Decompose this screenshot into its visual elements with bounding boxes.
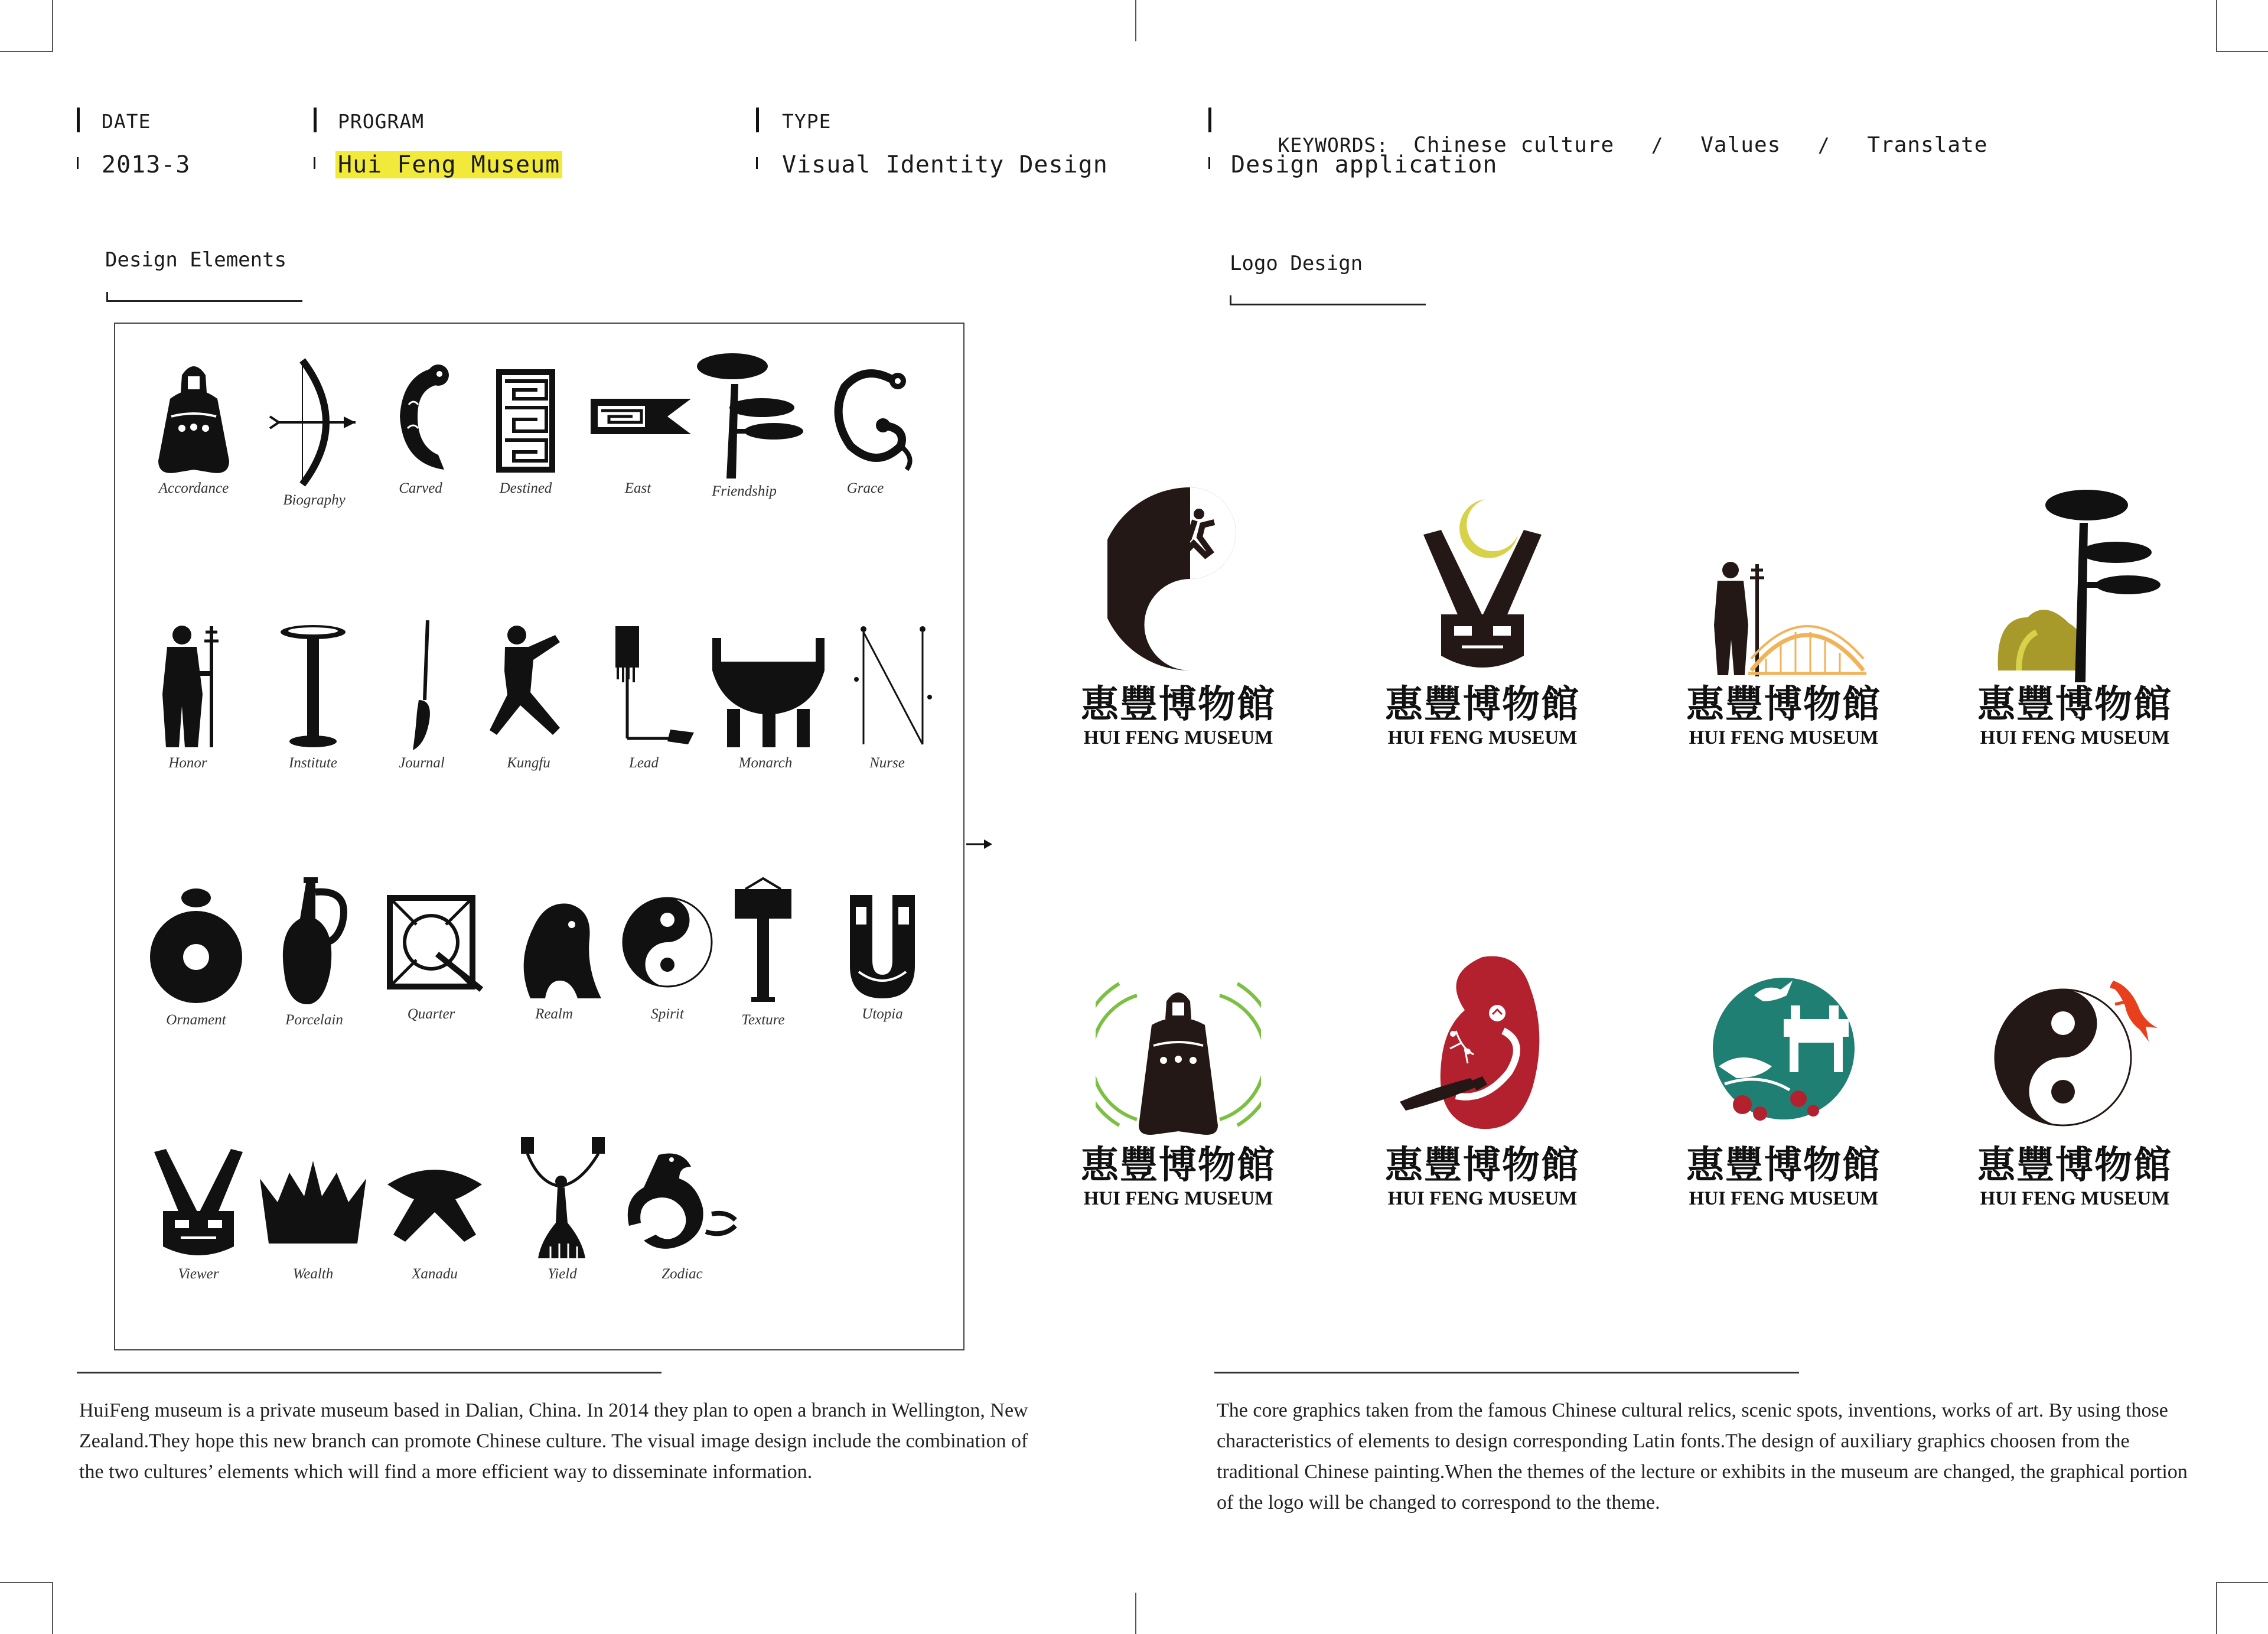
date-value: 2013-3	[102, 151, 191, 178]
program-value	[335, 151, 562, 178]
logo-variant	[1969, 481, 2181, 748]
ding-cauldron-icon	[706, 620, 830, 750]
element-caption: Quarter	[407, 1006, 455, 1022]
logo-variant	[1376, 481, 1589, 748]
crop-mark	[52, 0, 53, 52]
arrow-right-icon	[966, 835, 992, 853]
element-caption: Carved	[399, 480, 442, 496]
crown-icon	[254, 1143, 372, 1261]
logo-chinese-name: 惠豐博物館	[1686, 1143, 1881, 1187]
bronze-pattern-icon	[472, 357, 579, 476]
dancer-icon	[509, 1128, 615, 1261]
swirl-cloud-icon	[812, 357, 918, 476]
pillar-icon	[260, 620, 366, 750]
dragon-icon	[623, 1143, 741, 1261]
element-u	[823, 883, 941, 1023]
logo-english-name: HUI FENG MUSEUM	[1083, 727, 1273, 748]
element-caption: Grace	[846, 480, 884, 496]
logo-english-name: HUI FENG MUSEUM	[1083, 1188, 1273, 1209]
logo-chinese-name: 惠豐博物館	[1977, 1143, 2172, 1187]
element-i	[254, 620, 372, 772]
element-v	[139, 1143, 258, 1283]
crop-mark	[1135, 1593, 1136, 1634]
crop-mark	[2216, 51, 2268, 52]
logo-variant	[1677, 481, 1890, 748]
element-r	[495, 883, 613, 1023]
crop-mark	[2216, 1582, 2268, 1583]
logo-english-name: HUI FENG MUSEUM	[1689, 1188, 1879, 1209]
element-caption: Porcelain	[285, 1012, 343, 1028]
header-bar	[314, 157, 315, 169]
keyword: Translate	[1867, 133, 1988, 157]
element-l	[585, 620, 703, 772]
logo-chinese-name: 惠豐博物館	[1977, 682, 2172, 727]
keywords-value: Design application	[1231, 151, 1498, 178]
element-caption: Institute	[289, 755, 337, 771]
keywords-label: KEYWORDS:	[1278, 134, 1389, 157]
element-caption: Zodiac	[662, 1266, 703, 1282]
logo-english-name: HUI FENG MUSEUM	[1689, 727, 1879, 748]
logo-chinese-name: 惠豐博物館	[1081, 1143, 1276, 1187]
logo-variant	[1072, 948, 1285, 1209]
element-caption: Xanadu	[412, 1266, 458, 1282]
element-n	[828, 620, 946, 772]
logo-variant	[1072, 481, 1285, 748]
description-right: The core graphics taken from the famous Chinese cultural relics, scenic spots, inventions, works of art. By using those characteristics of elements to design corresponding Latin fonts.The design of auxiliary graphics choosen from the traditional Chinese painting.When the themes of the lecture or exhibits in the museum are changed, the graphical portion of the logo will be changed to correspond to the theme.	[1217, 1399, 2188, 1513]
terracotta-warrior-icon	[135, 620, 241, 750]
element-caption: Biography	[283, 492, 346, 508]
element-caption: Kungfu	[507, 755, 550, 771]
lion-statue-icon	[501, 883, 607, 1001]
element-caption: Journal	[399, 755, 445, 771]
type-label: TYPE	[782, 110, 832, 133]
element-e	[579, 357, 697, 497]
logo-english-name: HUI FENG MUSEUM	[1980, 727, 2170, 748]
element-caption: Honor	[168, 755, 207, 771]
crop-mark	[2216, 0, 2217, 52]
crop-mark	[1135, 0, 1136, 41]
logo-variant	[1376, 948, 1589, 1209]
logo-chinese-name: 惠豐博物館	[1385, 1143, 1580, 1187]
program-label: PROGRAM	[338, 110, 425, 133]
jade-dragon-icon	[367, 357, 474, 476]
crop-mark	[52, 1582, 53, 1634]
kungfu-figure-icon	[475, 620, 582, 750]
element-a	[135, 357, 253, 497]
element-d	[467, 357, 585, 497]
warrior-bridge-icon	[1695, 481, 1872, 682]
description-left: HuiFeng museum is a private museum based in Dalian, China. In 2014 they plan to open a branch in Wellington, New Zealand.They hope this new branch can promote Chinese culture. The visual image design include the combination of the two cultures’ elements which will find a more efficient way to disseminate information.	[79, 1399, 1028, 1483]
header-bar	[756, 157, 758, 169]
header-bar	[1208, 108, 1211, 132]
element-w	[254, 1143, 372, 1283]
type-value: Visual Identity Design	[782, 151, 1108, 178]
element-caption: Yield	[548, 1266, 577, 1282]
program-highlight: Hui Feng Museum	[335, 151, 562, 178]
logo-chinese-name: 惠豐博物館	[1385, 682, 1580, 727]
yin-yang-koi-icon	[1980, 948, 2169, 1143]
element-f	[685, 349, 803, 500]
element-c	[361, 357, 480, 497]
logo-chinese-name: 惠豐博物館	[1686, 682, 1881, 727]
bronze-mask-icon	[145, 1143, 252, 1261]
vase-icon	[261, 874, 367, 1007]
logo-design-title: Logo Design	[1230, 252, 1363, 275]
logo-variant	[1677, 948, 1890, 1209]
section-underline	[1230, 304, 1426, 305]
keyword: Values	[1700, 133, 1781, 157]
design-elements-title: Design Elements	[105, 248, 287, 272]
brush-icon	[369, 617, 475, 750]
header-bar	[314, 108, 317, 132]
teal-circle-crane-icon	[1695, 948, 1872, 1143]
element-g	[806, 357, 924, 497]
element-caption: Accordance	[158, 480, 229, 496]
element-caption: East	[624, 480, 651, 496]
header-bar	[77, 108, 80, 132]
element-caption: Utopia	[862, 1006, 903, 1022]
element-caption: Texture	[741, 1012, 785, 1028]
flag-banner-icon	[579, 357, 697, 476]
scroll-hanging-icon	[710, 874, 816, 1007]
logo-variant	[1969, 948, 2181, 1209]
logo-english-name: HUI FENG MUSEUM	[1980, 1188, 2170, 1209]
bronze-mask-moon-icon	[1412, 481, 1553, 682]
element-caption: Monarch	[738, 755, 793, 771]
date-label: DATE	[102, 110, 151, 133]
logo-chinese-name: 惠豐博物館	[1081, 682, 1276, 727]
bell-icon	[141, 357, 247, 476]
jade-bi-disc-icon	[143, 883, 249, 1007]
crop-mark	[0, 1582, 53, 1583]
element-caption: Wealth	[292, 1266, 334, 1282]
lattice-window-icon	[378, 883, 484, 1001]
element-caption: Friendship	[712, 483, 777, 499]
ink-stick-icon	[591, 620, 697, 750]
bow-arrow-icon	[261, 357, 367, 487]
logo-english-name: HUI FENG MUSEUM	[1387, 727, 1578, 748]
element-caption: Ornament	[166, 1012, 226, 1028]
carved-u-icon	[829, 883, 936, 1001]
bell-soundwave-icon	[1096, 948, 1261, 1143]
keyword-separator: /	[1817, 134, 1830, 157]
element-y	[503, 1128, 621, 1283]
element-caption: Lead	[629, 755, 659, 771]
element-z	[623, 1143, 741, 1283]
header-bar	[77, 157, 79, 169]
element-m	[706, 620, 825, 772]
element-x	[376, 1143, 494, 1283]
crop-mark	[0, 51, 53, 52]
kite-icon	[382, 1143, 488, 1261]
acupuncture-needle-icon	[834, 620, 940, 750]
element-h	[129, 620, 247, 772]
logo-english-name: HUI FENG MUSEUM	[1387, 1188, 1578, 1209]
pine-tree-icon	[685, 349, 815, 479]
element-caption: Viewer	[178, 1266, 219, 1282]
red-palette-brush-icon	[1394, 948, 1571, 1143]
yin-yang-kungfu-icon	[1107, 481, 1249, 682]
element-caption: Nurse	[869, 755, 905, 771]
element-b	[255, 357, 373, 509]
header-bar	[1208, 157, 1210, 169]
element-o	[137, 883, 255, 1028]
element-caption: Realm	[535, 1006, 573, 1022]
element-q	[372, 883, 490, 1023]
element-caption: Destined	[499, 480, 552, 496]
pine-mountain-icon	[1986, 481, 2163, 682]
keyword-separator: /	[1651, 134, 1664, 157]
element-t	[704, 874, 822, 1028]
divider-line	[77, 1372, 662, 1373]
element-j	[363, 617, 481, 772]
keyword: Chinese culture	[1413, 133, 1615, 157]
header-bar	[756, 108, 759, 132]
divider-line	[1214, 1372, 1799, 1373]
section-underline	[106, 300, 302, 302]
element-k	[470, 620, 588, 772]
crop-mark	[2216, 1582, 2217, 1634]
element-p	[255, 874, 373, 1028]
element-caption: Spirit	[651, 1006, 684, 1022]
